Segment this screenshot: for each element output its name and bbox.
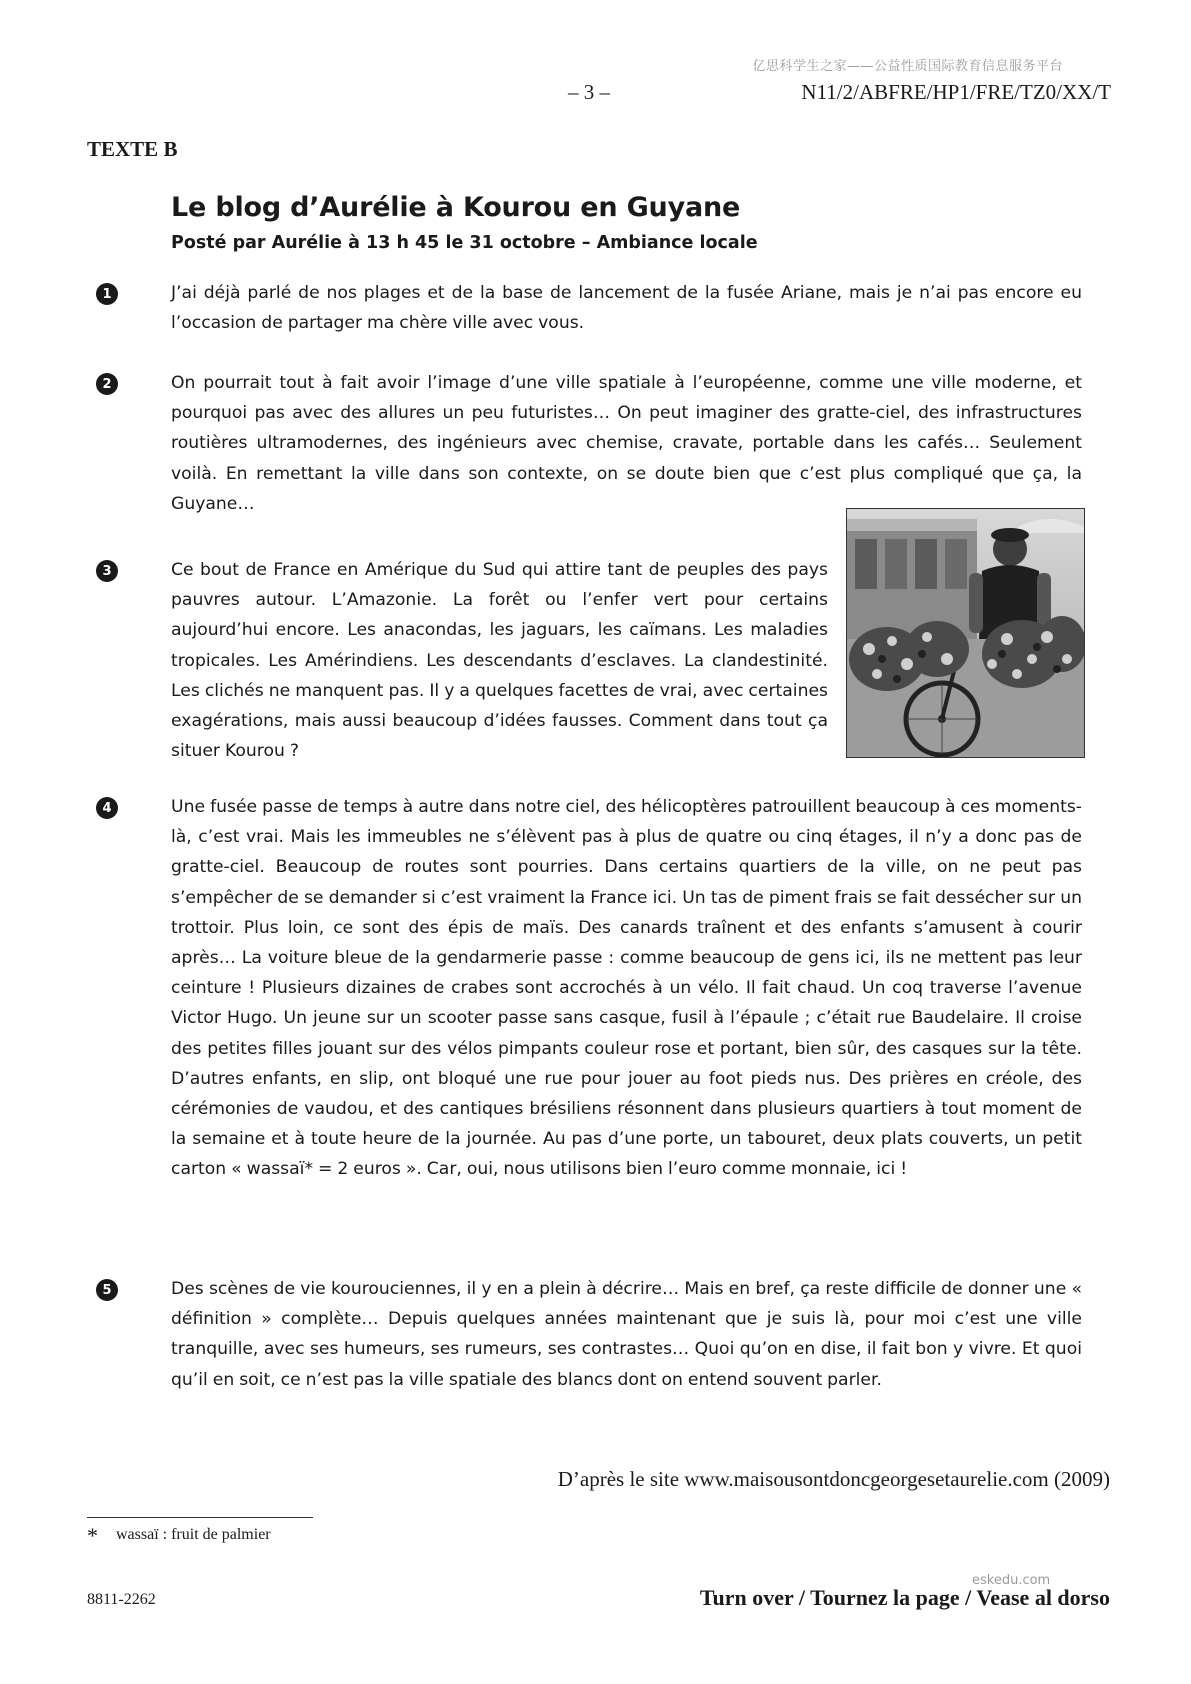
- footnote-text: wassaï : fruit de palmier: [116, 1526, 271, 1543]
- paragraph-1: J’ai déjà parlé de nos plages et de la base de lancement de la fusée Ariane, mais je n’ai pas encore eu l’occasion de partager ma chère ville avec vous.: [171, 283, 1082, 334]
- photo-illustration: [847, 509, 1084, 757]
- paragraph-4: Une fusée passe de temps à autre dans notre ciel, des hélicoptères patrouillent beaucoup à ces moments-là, c’est vrai. Mais les immeubles ne s’élèvent pas à plus de quatre ou cinq étages, il n’y a donc pas de gratte-ciel. Beaucoup de routes sont pourries. Dans certains quartiers de la ville, on ne peut pas s’empêcher de se demander si c’est vraiment la France ici. Un tas de piment frais se fait dessécher sur un trottoir. Plus loin, ce sont des épis de maïs. Des canards traînent et des enfants s’amusent à courir après… La voiture bleue de la gendarmerie passe : comme beaucoup de gens ici, ils ne mettent pas leur ceinture ! Plusieurs dizaines de crabes sont accrochés à un vélo. Il fait chaud. Un coq traverse l’avenue Victor Hugo. Un jeune sur un scooter passe sans casque, fusil à l’épaule ; c’était rue Baudelaire. Il croise des petites filles jouant sur des vélos pimpants couleur rose et portant, bien sûr, des casques sur la tête. D’autres enfants, en slip, ont bloqué une rue pour jouer au foot pieds nus. Des prières en créole, des cérémonies de vaudou, et des cantiques brésiliens résonnent dans plusieurs quartiers à tout moment de la semaine et à toute heure de la journée. Au pas d’une porte, un tabouret, deux plats couverts, un petit carton « wassaï* = 2 euros ». Car, oui, nous utilisons bien l’euro comme monnaie, ici !: [171, 797, 1082, 1180]
- paragraph-number-2: 2: [96, 373, 118, 395]
- section-label: TEXTE B: [87, 137, 178, 161]
- footnote-rule: [87, 1517, 313, 1518]
- bottom-watermark: eskedu.com: [972, 1573, 1051, 1588]
- paragraph-2: On pourrait tout à fait avoir l’image d’une ville spatiale à l’européenne, comme une ville moderne, et pourquoi pas avec des allures un peu futuristes… On peut imaginer des gratte-ciel, des infrastructures routières ultramodernes, des ingénieurs avec chemise, cravate, portable dans les cafés… Seulement voilà. En remettant la ville dans son contexte, on se doute bien que c’est plus compliqué que ça, la Guyane…: [171, 373, 1082, 514]
- page-number: – 3 –: [568, 80, 610, 104]
- document-id: 8811-2262: [87, 1591, 156, 1608]
- turn-over-notice: Turn over / Tournez la page / Vease al dorso: [699, 1585, 1110, 1610]
- source-citation: D’après le site www.maisousontdoncgeorgesetaurelie.com (2009): [557, 1467, 1110, 1491]
- exam-code: N11/2/ABFRE/HP1/FRE/TZ0/XX/T: [801, 80, 1111, 104]
- paragraph-number-5: 5: [96, 1279, 118, 1301]
- top-watermark: 亿思科学生之家——公益性质国际教育信息服务平台: [752, 59, 1063, 74]
- paragraph-number-3: 3: [96, 560, 118, 582]
- paragraph-number-4: 4: [96, 797, 118, 819]
- paragraph-number-1: 1: [96, 283, 118, 305]
- paragraph-3: Ce bout de France en Amérique du Sud qui attire tant de peuples des pays pauvres autour. L’Amazonie. La forêt ou l’enfer vert pour certains aujourd’hui encore. Les anacondas, les jaguars, les caïmans. Les maladies tropicales. Les Amérindiens. Les descendants d’esclaves. La clandestinité. Les clichés ne manquent pas. Il y a quelques facettes de vrai, avec certaines exagérations, mais aussi beaucoup d’idées fausses. Comment dans tout ça situer Kourou ?: [171, 560, 828, 762]
- footnote-marker: *: [87, 1523, 98, 1548]
- paragraph-5: Des scènes de vie kourouciennes, il y en a plein à décrire… Mais en bref, ça reste difficile de donner une « définition » complète… Depuis quelques années maintenant que je suis là, pour moi c’est une ville tranquille, avec ses humeurs, ses rumeurs, ses contrastes… Quoi qu’on en dise, il fait bon y vivre. Et quoi qu’il en soit, ce n’est pas la ville spatiale des blancs dont on entend souvent parler.: [171, 1279, 1082, 1390]
- blog-title: Le blog d’Aurélie à Kourou en Guyane: [171, 192, 741, 223]
- blog-subtitle: Posté par Aurélie à 13 h 45 le 31 octobre – Ambiance locale: [171, 233, 758, 253]
- footnote: [87, 1523, 271, 1549]
- photo-man-with-crabs-on-bicycle: [846, 508, 1085, 758]
